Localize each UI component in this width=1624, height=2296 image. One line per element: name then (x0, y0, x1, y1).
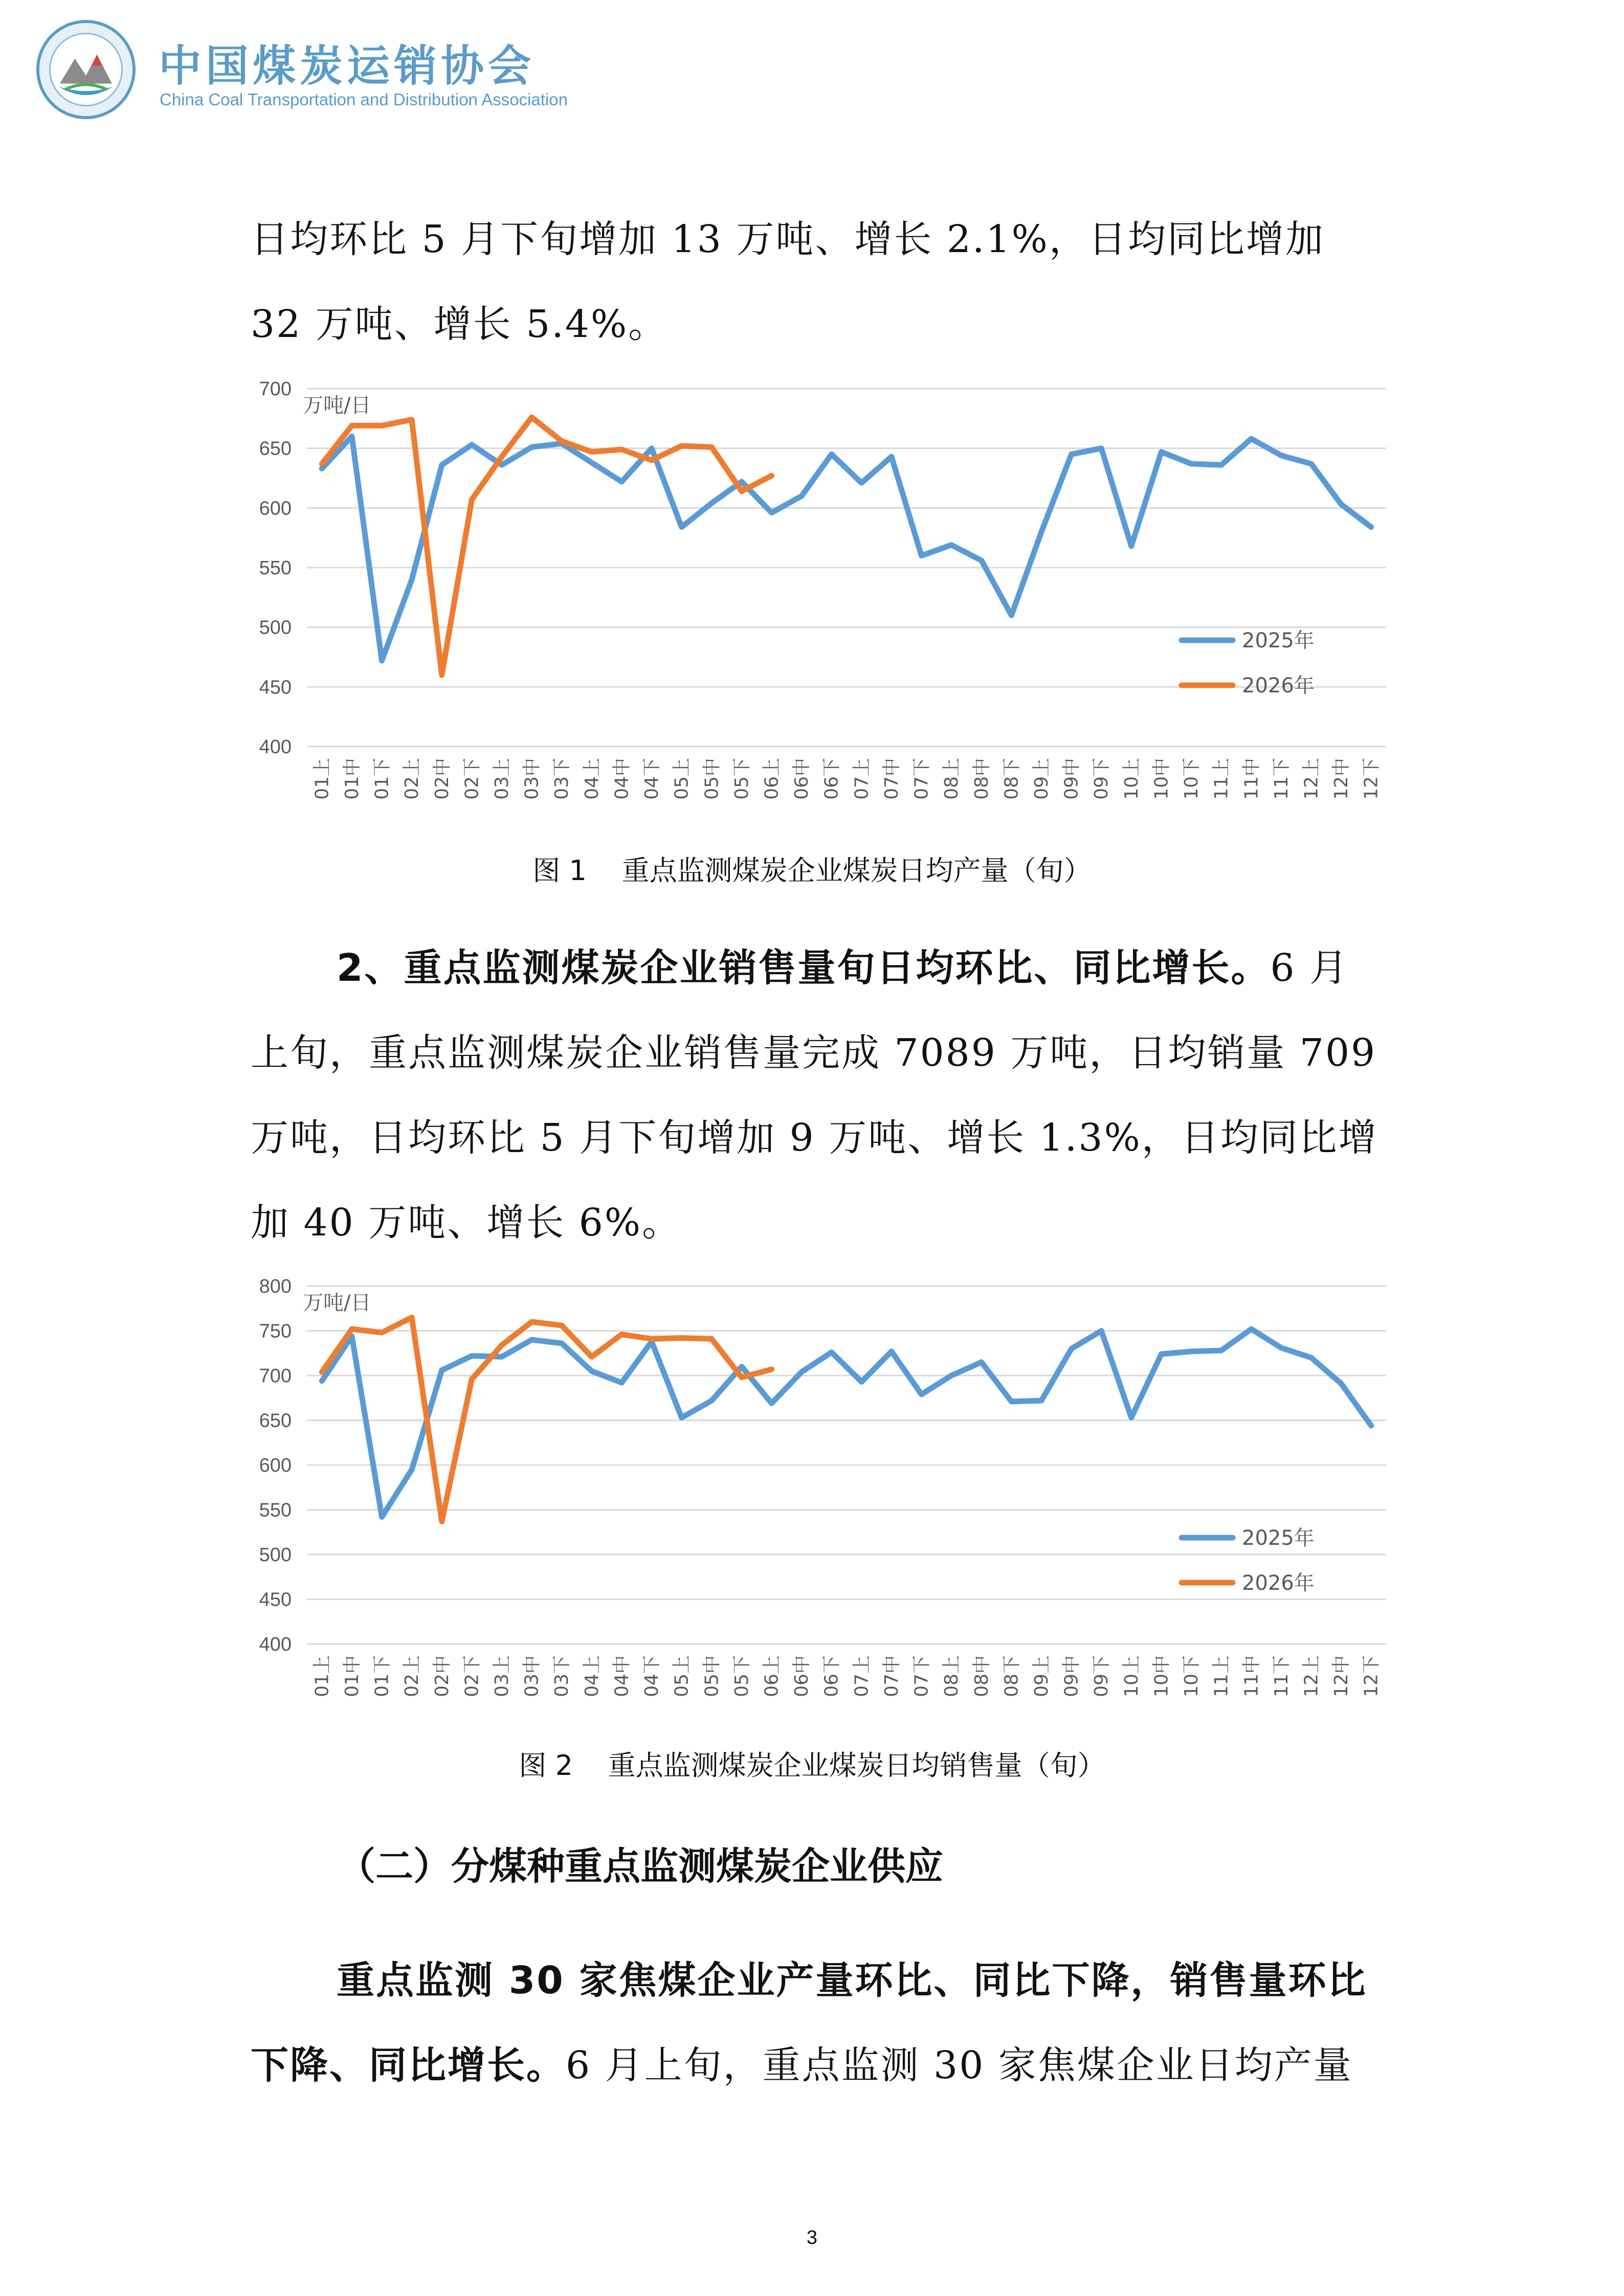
x-tick-label: 02中 (431, 758, 453, 800)
x-tick-label: 09中 (1061, 758, 1082, 800)
page-header (36, 19, 624, 122)
series-line-2026年 (322, 1317, 771, 1521)
x-tick-label: 04上 (581, 758, 603, 800)
chart-daily-production (240, 368, 1401, 828)
x-tick-label: 01中 (341, 758, 363, 800)
x-tick-label: 01下 (371, 758, 393, 800)
chart-daily-sales-svg (240, 1266, 1401, 1726)
x-tick-label: 10上 (1121, 1655, 1142, 1697)
y-unit-label: 万吨/日 (303, 394, 371, 417)
y-tick-label: 400 (259, 736, 292, 758)
y-tick-label: 600 (259, 1455, 292, 1476)
x-tick-label: 11上 (1211, 758, 1232, 800)
x-tick-label: 08上 (941, 1655, 963, 1697)
x-tick-label: 01上 (312, 1655, 333, 1697)
y-tick-label: 450 (259, 1589, 292, 1611)
x-tick-label: 02上 (402, 1655, 423, 1697)
x-tick-label: 04中 (611, 758, 633, 800)
org-name-en: China Coal Transportation and Distribution Association (160, 90, 568, 109)
x-tick-label: 08上 (941, 758, 963, 800)
y-tick-label: 700 (259, 1365, 292, 1387)
y-tick-label: 550 (259, 1499, 292, 1521)
y-tick-label: 450 (259, 677, 292, 699)
y-tick-label: 600 (259, 498, 292, 520)
x-tick-label: 01上 (312, 758, 333, 800)
x-tick-label: 08下 (1001, 1655, 1022, 1697)
x-tick-label: 12中 (1331, 758, 1352, 800)
x-tick-label: 02下 (461, 1655, 483, 1697)
x-tick-label: 06上 (761, 1655, 783, 1697)
x-tick-label: 05下 (731, 758, 752, 800)
x-tick-label: 03下 (551, 1655, 573, 1697)
x-tick-label: 04下 (641, 758, 663, 800)
paragraph-sales-lead: 2、重点监测煤炭企业销售量旬日均环比、同比增长。 (337, 946, 1271, 990)
x-tick-label: 03中 (521, 758, 543, 800)
x-tick-label: 11下 (1271, 758, 1292, 800)
x-tick-label: 04上 (581, 1655, 603, 1697)
x-tick-label: 04中 (611, 1655, 633, 1697)
y-tick-label: 650 (259, 438, 292, 460)
x-tick-label: 02下 (461, 758, 483, 800)
figure-caption-2: 图 2 重点监测煤炭企业煤炭日均销售量（旬） (519, 1749, 1105, 1782)
x-tick-label: 03上 (491, 1655, 513, 1697)
y-tick-label: 500 (259, 617, 292, 639)
legend-label: 2025年 (1242, 629, 1315, 652)
x-tick-label: 07下 (911, 758, 932, 800)
x-tick-label: 06下 (821, 758, 842, 800)
x-tick-label: 12下 (1361, 758, 1382, 800)
x-tick-label: 12下 (1361, 1655, 1382, 1697)
x-tick-label: 01下 (371, 1655, 393, 1697)
x-tick-label: 10下 (1181, 758, 1203, 800)
x-tick-label: 06中 (791, 1655, 813, 1697)
x-tick-label: 12上 (1301, 758, 1322, 800)
y-tick-label: 750 (259, 1320, 292, 1342)
x-tick-label: 05上 (671, 758, 693, 800)
x-tick-label: 10下 (1181, 1655, 1203, 1697)
x-tick-label: 02上 (402, 758, 423, 800)
x-tick-label: 11中 (1241, 1655, 1262, 1697)
figure-caption-1: 图 1 重点监测煤炭企业煤炭日均产量（旬） (532, 854, 1092, 887)
x-tick-label: 04下 (641, 1655, 663, 1697)
x-tick-label: 09下 (1091, 758, 1113, 800)
y-tick-label: 550 (259, 557, 292, 579)
paragraph-coking-coal-lead: 重点监测 30 家焦煤企业产量环比、同比下降，销售量环比下降、同比增长。 (251, 1959, 1367, 2087)
y-unit-label: 万吨/日 (303, 1291, 371, 1315)
x-tick-label: 05中 (701, 758, 723, 800)
section-heading: （二）分煤种重点监测煤炭企业供应 (338, 1844, 943, 1888)
x-tick-label: 09上 (1031, 1655, 1052, 1697)
x-tick-label: 12上 (1301, 1655, 1322, 1697)
chart-daily-sales (240, 1266, 1401, 1726)
paragraph-sales-body: 6 月上旬，重点监测煤炭企业销售量完成 7089 万吨，日均销量 709 万吨，日均环比 5 月下旬增加 9 万吨、增长 1.3%，日均同比增加 40 万吨、增长 6%。 (251, 946, 1378, 1245)
x-tick-label: 05中 (701, 1655, 723, 1697)
y-tick-label: 800 (259, 1276, 292, 1297)
paragraph-sales (251, 926, 1381, 1265)
x-tick-label: 06下 (821, 1655, 842, 1697)
y-tick-label: 500 (259, 1544, 292, 1566)
x-tick-label: 07上 (851, 758, 873, 800)
legend-label: 2026年 (1242, 674, 1315, 697)
x-tick-label: 07中 (881, 758, 902, 800)
x-tick-label: 07下 (911, 1655, 932, 1697)
x-tick-label: 10中 (1151, 1655, 1172, 1697)
legend-label: 2025年 (1242, 1526, 1315, 1550)
x-tick-label: 03上 (491, 758, 513, 800)
x-tick-label: 08下 (1001, 758, 1022, 800)
x-tick-label: 03中 (521, 1655, 543, 1697)
paragraph-production-continued: 日均环比 5 月下旬增加 13 万吨、增长 2.1%，日均同比增加 32 万吨、增长 5.4%。 (251, 217, 1325, 346)
page-number: 3 (806, 2227, 818, 2248)
x-tick-label: 11下 (1271, 1655, 1292, 1697)
x-tick-label: 10中 (1151, 758, 1172, 800)
series-line-2025年 (322, 1329, 1371, 1517)
x-tick-label: 06上 (761, 758, 783, 800)
chart-daily-production-svg (240, 368, 1401, 828)
x-tick-label: 10上 (1121, 758, 1142, 800)
x-tick-label: 09上 (1031, 758, 1052, 800)
x-tick-label: 07中 (881, 1655, 902, 1697)
paragraph-coking-coal (251, 1938, 1381, 2108)
x-tick-label: 11上 (1211, 1655, 1232, 1697)
x-tick-label: 05下 (731, 1655, 752, 1697)
y-tick-label: 650 (259, 1410, 292, 1432)
x-tick-label: 02中 (431, 1655, 453, 1697)
paragraph-coking-coal-body: 6 月上旬，重点监测 30 家焦煤企业日均产量 (566, 2043, 1353, 2087)
x-tick-label: 08中 (971, 1655, 992, 1697)
x-tick-label: 07上 (851, 1655, 873, 1697)
org-name-cn: 中国煤炭运销协会 (159, 41, 536, 91)
x-tick-label: 05上 (671, 1655, 693, 1697)
x-tick-label: 12中 (1331, 1655, 1352, 1697)
x-tick-label: 03下 (551, 758, 573, 800)
x-tick-label: 01中 (341, 1655, 363, 1697)
x-tick-label: 09下 (1091, 1655, 1113, 1697)
x-tick-label: 11中 (1241, 758, 1262, 800)
y-tick-label: 700 (259, 378, 292, 400)
x-tick-label: 09中 (1061, 1655, 1082, 1697)
y-tick-label: 400 (259, 1634, 292, 1655)
x-tick-label: 08中 (971, 758, 992, 800)
association-seal-icon (36, 19, 136, 120)
legend-label: 2026年 (1242, 1571, 1315, 1595)
x-tick-label: 06中 (791, 758, 813, 800)
